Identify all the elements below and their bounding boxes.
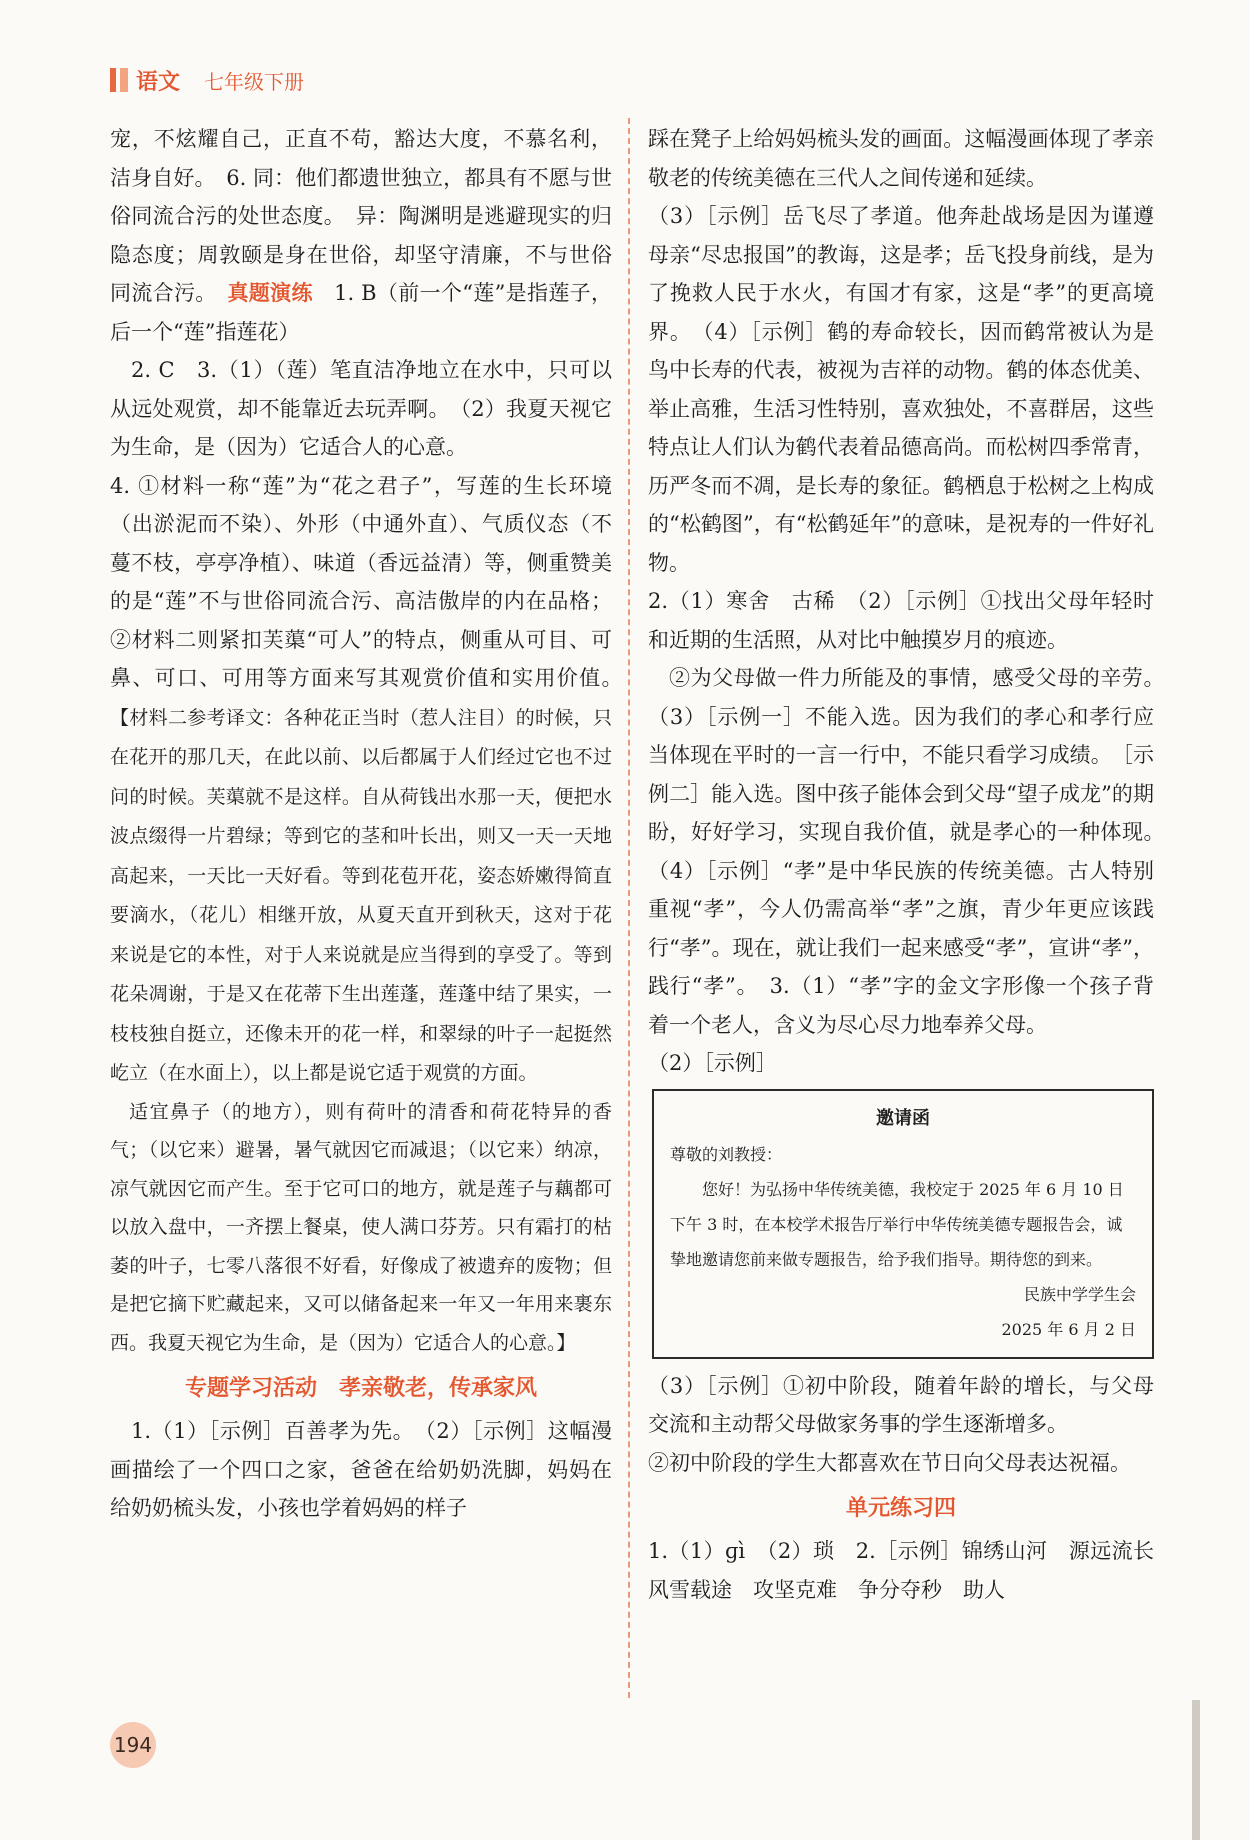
header-accent-bar	[110, 68, 116, 92]
page-header	[110, 62, 304, 98]
answer-paragraph: 2. C 3.（1）（莲）笔直洁净地立在水中，只可以从远处观赏，却不能靠近去玩弄啊。 （2）我夏天视它为生命，是（因为）它适合人的心意。	[110, 358, 612, 459]
answer-paragraph: （3）［示例］岳飞尽了孝道。他奔赴战场是因为谨遵母亲“尽忠报国”的教诲，这是孝；岳飞投身前线，是为了挽救人民于水火，有国才有家，这是“孝”的更高境界。 （4）［示例］鹤的寿命较长，因而鹤常被认为是鸟中长寿的代表，被视为吉祥的动物。鹤的体态优美、举止高雅，生活习性特别，喜欢独处，不喜群居，这些特点让人们认为鹤代表着品德高尚。而松树四季常青，历严冬而不凋，是长寿的象征。鹤栖息于松树之上构成的“松鹤图”，有“松鹤延年”的意味，是祝寿的一件好礼物。	[648, 204, 1154, 575]
answer-paragraph: （3）［示例］①初中阶段，随着年龄的增长，与父母交流和主动帮父母做家务事的学生逐渐增多。	[648, 1373, 1154, 1436]
answer-text: 宠，不炫耀自己，正直不苟，豁达大度，不慕名利，洁身自好。 6. 同：他们都遗世独立，都具有不愿与世俗同流合污的处世态度。 异：陶渊明是逃避现实的归隐态度；周敦颐是身在世俗，却坚守清廉，不与世俗同流合污。	[110, 127, 612, 305]
reference-translation: 【材料二参考译文：各种花正当时（惹人注目）的时候，只在花开的那几天，在此以前、以后都属于人们经过它也不过问的时候。芙蕖就不是这样。自从荷钱出水那一天，便把水波点缀得一片碧绿；等到它的茎和叶长出，则又一天一天地高起来，一天比一天好看。等到花苞开花，姿态娇嫩得简直要滴水，（花儿）相继开放，从夏天直开到秋天，这对于花来说是它的本性，对于人来说就是应当得到的享受了。等到花朵凋谢，于是又在花蒂下生出莲蓬，莲蓬中结了果实，一枝枝独自挺立，还像未开的花一样，和翠绿的叶子一起挺然屹立（在水面上），以上都是说它适于观赏的方面。	[110, 706, 612, 1084]
letter-signer: 民族中学学生会	[1023, 1284, 1136, 1304]
answer-paragraph: ②初中阶段的学生大都喜欢在节日向父母表达祝福。	[648, 1450, 1131, 1475]
letter-date: 2025 年 6 月 2 日	[1001, 1319, 1136, 1339]
page-number: 194	[110, 1722, 156, 1768]
header-accent-bar-light	[120, 68, 128, 92]
book-spine-edge	[1192, 1700, 1200, 1840]
section-title-special-study: 专题学习活动 孝亲敬老，传承家风	[184, 1376, 537, 1401]
letter-title: 邀请函	[876, 1107, 930, 1129]
section-highlight-zhenti: 真题演练	[227, 281, 313, 305]
answer-paragraph: 1.（1）ɡì （2）琐 2.［示例］锦绣山河 源远流长 风雪载途 攻坚克难 争分夺秒 助人	[648, 1539, 1175, 1602]
answer-paragraph: （2）［示例］	[648, 1051, 777, 1075]
invitation-letter	[652, 1089, 1154, 1359]
answer-paragraph: 1.（1）［示例］百善孝为先。 （2）［示例］这幅漫画描绘了一个四口之家，爸爸在给奶奶洗脚，妈妈在给奶奶梳头发，小孩也学着妈妈的样子	[110, 1419, 612, 1520]
answer-paragraph: ②为父母做一件力所能及的事情，感受父母的辛劳。 （3）［示例一］不能入选。因为我们的孝心和孝行应当体现在平时的一言一行中，不能只看学习成绩。 ［示例二］能入选。图中孩子能体会到父母“望子成龙”的期盼，好好学习，实现自我价值，就是孝心的一种体现。 （4）［示例］“孝”是中华民族的传统美德。古人特别重视“孝”，今人仍需高举“孝”之旗，青少年更应该践行“孝”。现在，就让我们一起来感受“孝”，宣讲“孝”，践行“孝”。 3.（1）“孝”字的金文字形像一个孩子背着一个老人，含义为尽心尽力地奉养父母。	[648, 666, 1175, 1037]
header-grade: 七年级下册	[204, 69, 305, 94]
answer-text: 4. ①材料一称“莲”为“花之君子”，写莲的生长环境（出淤泥而不染）、外形（中通外直）、气质仪态（不蔓不枝，亭亭净植）、味道（香远益清）等，侧重赞美的是“莲”不与世俗同流合污、高洁傲岸的内在品格；②材料二则紧扣芙蕖“可人”的特点，侧重从可目、可鼻、可口、可用等方面来写其观赏价值和实用价值。	[110, 473, 633, 690]
column-divider	[628, 118, 630, 1698]
answer-text: 1. B（前一个“莲”是指莲子，后一个“莲”指莲花）	[110, 281, 612, 344]
right-column	[648, 120, 1175, 1609]
answer-paragraph: 踩在凳子上给妈妈梳头发的画面。这幅漫画体现了孝亲敬老的传统美德在三代人之间传递和延续。	[648, 127, 1154, 190]
section-title-unit-exercise: 单元练习四	[845, 1496, 956, 1521]
left-column	[110, 120, 633, 1528]
answer-paragraph	[110, 120, 612, 351]
answer-paragraph: 2.（1）寒舍 古稀 （2）［示例］①找出父母年轻时和近期的生活照，从对比中触摸岁月的痕迹。	[648, 589, 1154, 652]
letter-salutation: 尊敬的刘教授：	[670, 1144, 783, 1164]
header-subject: 语文	[136, 69, 181, 95]
answer-paragraph	[110, 467, 633, 1093]
letter-body: 您好！为弘扬中华传统美德，我校定于 2025 年 6 月 10 日下午 3 时，在本校学术报告厅举行中华传统美德专题报告会，诚挚地邀请您前来做专题报告，给予我们指导。期待您的到来。	[670, 1179, 1124, 1269]
reference-translation-2: 适宜鼻子（的地方），则有荷叶的清香和荷花特异的香气；（以它来）避暑，暑气就因它而减退；（以它来）纳凉，凉气就因它而产生。至于它可口的地方，就是莲子与藕都可以放入盘中，一齐摆上餐桌，使人满口芬芳。只有霜打的枯萎的叶子，七零八落很不好看，好像成了被遗弃的废物；但是把它摘下贮藏起来，又可以储备起来一年又一年用来裹东西。我夏天视它为生命，是（因为）它适合人的心意。】	[110, 1100, 612, 1354]
